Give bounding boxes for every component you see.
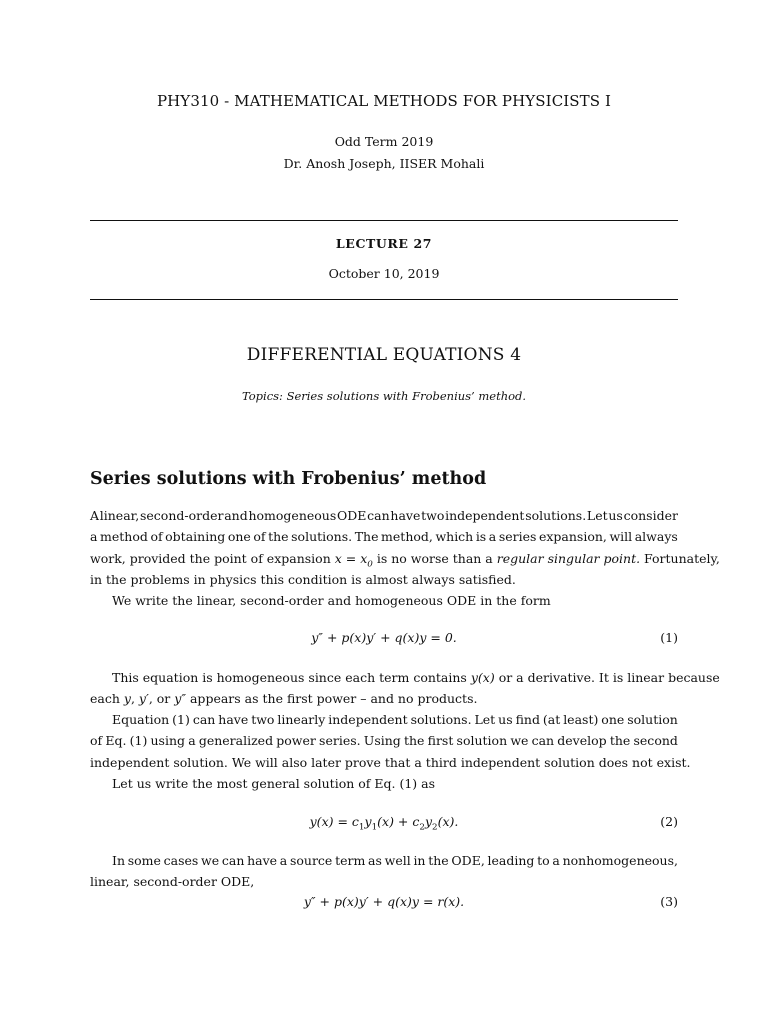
- math-subscript: 2: [432, 822, 438, 833]
- text-fragment: each: [90, 691, 120, 707]
- header-rule-top: [90, 220, 678, 221]
- paragraph-line: in the problems in physics this condition is almost always satisfied.: [90, 571, 516, 587]
- math-fragment: x = x: [334, 550, 368, 566]
- math-fragment: (x) + c: [377, 814, 420, 829]
- equation-number: (3): [660, 894, 678, 909]
- text-fragment: This equation is homogeneous since each term contains: [112, 670, 467, 685]
- paragraph-line: A linear, second-order and homogeneous ODE can have two independent solutions. Let us consider: [90, 508, 678, 523]
- inline-math: y′: [138, 691, 149, 707]
- paragraph-line: Let us write the most general solution of Eq. (1) as: [112, 776, 435, 791]
- text-fragment: Fortunately,: [644, 550, 720, 566]
- course-title: PHY310 - MATHEMATICAL METHODS FOR PHYSICISTS I: [156, 92, 612, 110]
- paragraph-line: [90, 667, 720, 688]
- inline-math: y″: [174, 691, 186, 707]
- equation-expression: [90, 814, 678, 833]
- course-term: Odd Term 2019: [334, 134, 434, 149]
- equation-3: [90, 894, 678, 914]
- paragraph-line: linear, second-order ODE,: [90, 874, 255, 890]
- paragraph-line: Equation (1) can have two linearly independent solutions. Let us find (at least) one solution: [112, 712, 678, 727]
- text-fragment: , or: [148, 691, 171, 707]
- chapter-title: DIFFERENTIAL EQUATIONS 4: [246, 345, 522, 365]
- paragraph-homogeneous: [90, 667, 720, 710]
- math-subscript: 0: [367, 559, 373, 570]
- inline-math: y(x): [470, 670, 495, 685]
- emphasis-text: regular singular point.: [496, 550, 641, 566]
- paragraph-intro: [90, 505, 720, 590]
- paragraph-source-term: [90, 850, 678, 893]
- paragraph-line: a method of obtaining one of the solutions. The method, which is a series expansion, will always: [90, 529, 678, 545]
- paragraph-line: We write the linear, second-order and homogeneous ODE in the form: [112, 593, 551, 608]
- inline-math: [334, 550, 373, 570]
- math-fragment: (x).: [437, 814, 459, 829]
- math-subscript: 1: [358, 822, 365, 833]
- paragraph-form-intro: [90, 590, 700, 611]
- text-fragment: appears as the first power – and no products.: [189, 691, 478, 707]
- paragraph-general-solution: [90, 773, 700, 794]
- equation-expression: y″ + p(x)y′ + q(x)y = r(x).: [303, 894, 465, 909]
- paragraph-line: [90, 548, 720, 570]
- paragraph-line: of Eq. (1) using a generalized power series. Using the first solution we can develop the second: [90, 733, 678, 749]
- equation-2: [90, 814, 678, 834]
- text-fragment: or a derivative. It is linear because: [498, 670, 720, 685]
- math-subscript: 1: [371, 822, 378, 833]
- text-fragment: is no worse than a: [376, 550, 493, 566]
- paragraph-line: independent solution. We will also later prove that a third independent solution does not exist.: [90, 754, 691, 770]
- equation-1: [90, 630, 678, 650]
- text-fragment: work, provided the point of expansion: [90, 550, 331, 566]
- paragraph-linear-solutions: [90, 709, 691, 773]
- text-fragment: ,: [130, 691, 135, 707]
- equation-expression: y″ + p(x)y′ + q(x)y = 0.: [311, 630, 457, 645]
- paragraph-line: [90, 688, 678, 709]
- lecture-label: LECTURE 27: [335, 236, 433, 251]
- paragraph-line: In some cases we can have a source term as well in the ODE, leading to a nonhomogeneous,: [112, 853, 678, 868]
- math-fragment: y(x) = c: [309, 814, 359, 829]
- course-author: Dr. Anosh Joseph, IISER Mohali: [283, 156, 485, 171]
- chapter-topics: Topics: Series solutions with Frobenius’ method.: [241, 389, 527, 403]
- section-heading: Series solutions with Frobenius’ method: [90, 469, 487, 489]
- math-fragment: y: [364, 814, 372, 829]
- header-rule-bottom: [90, 299, 678, 300]
- math-fragment: y: [424, 814, 433, 829]
- math-subscript: 2: [419, 822, 425, 833]
- lecture-date: October 10, 2019: [328, 266, 440, 281]
- equation-number: (2): [660, 814, 678, 829]
- inline-math: y: [123, 691, 131, 707]
- equation-number: (1): [660, 630, 678, 645]
